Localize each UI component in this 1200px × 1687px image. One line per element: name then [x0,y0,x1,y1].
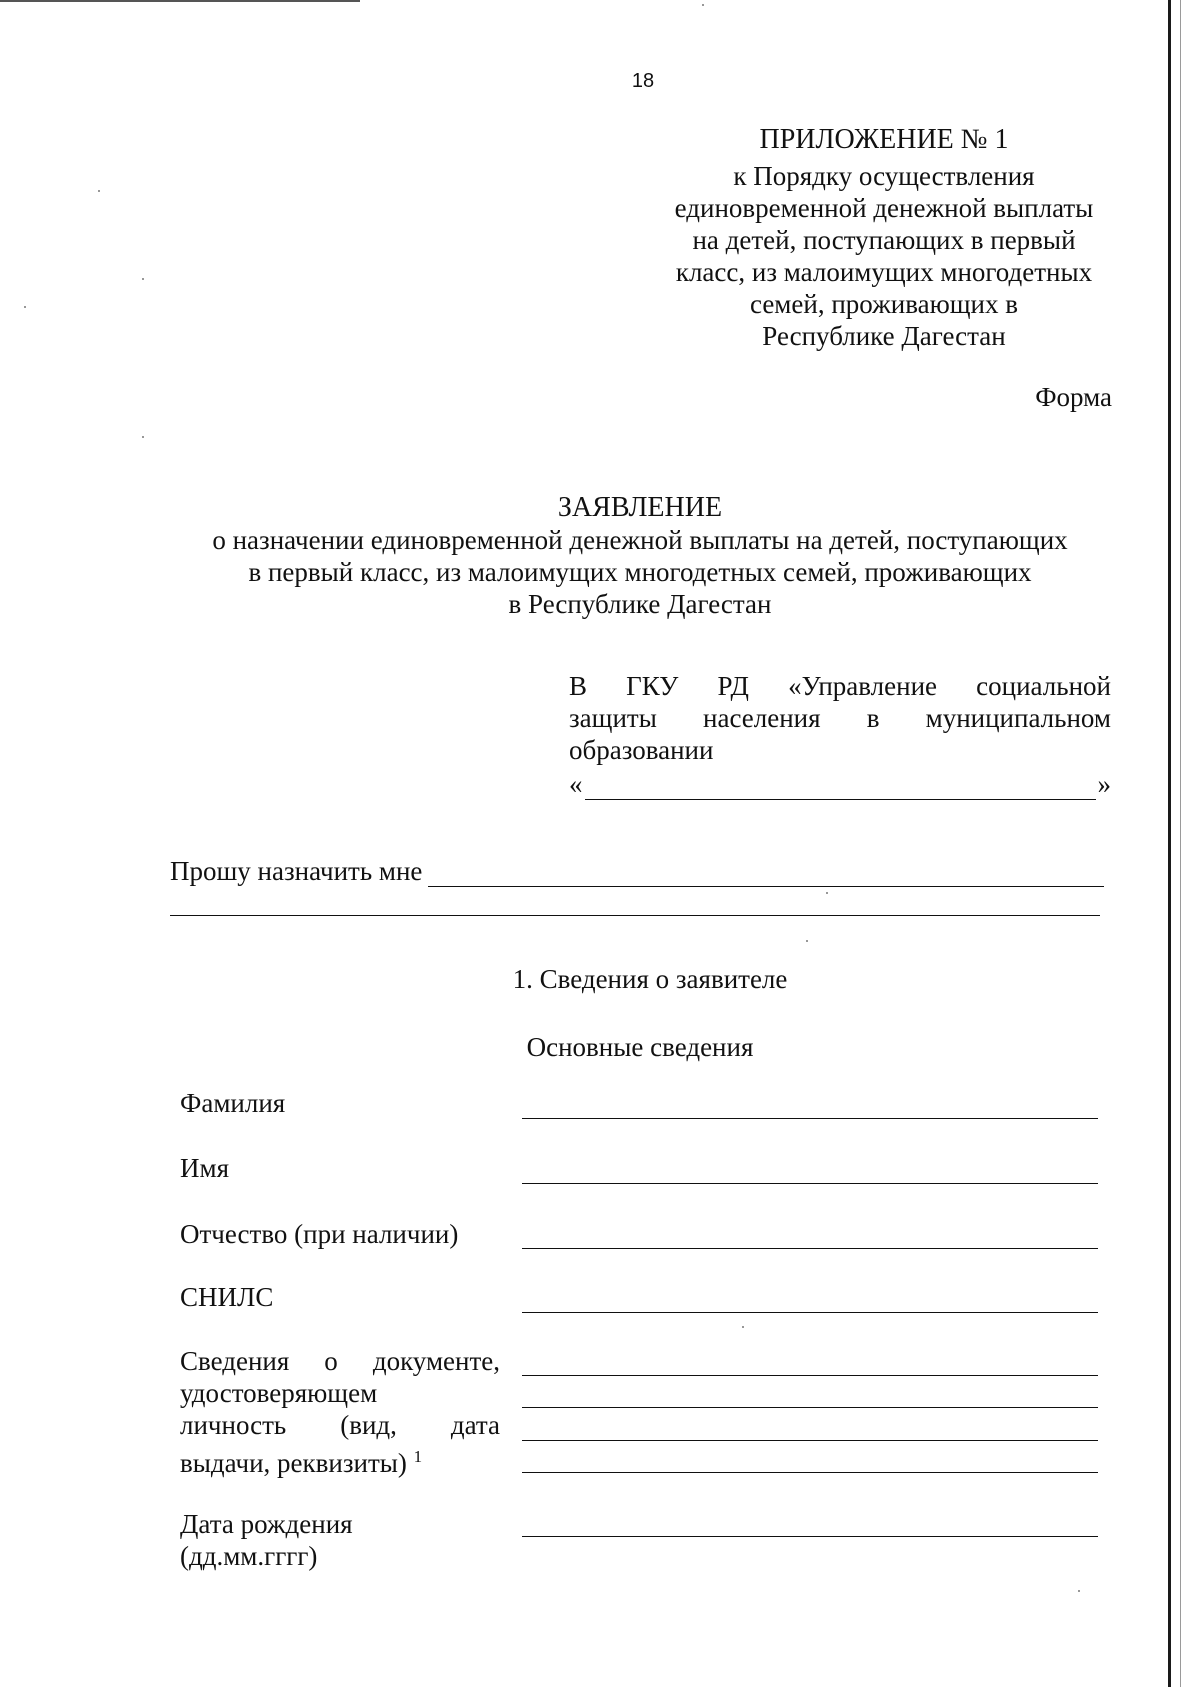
appendix-line: класс, из малоимущих многодетных [675,257,1093,287]
scan-speck [742,1326,744,1328]
patronymic-label: Отчество (при наличии) [180,1219,459,1249]
addressee-word: «Управление [788,671,938,701]
birth-date-label [180,1508,353,1572]
addressee-word: в [866,703,880,733]
appendix-line: на детей, поступающих в первый [692,225,1076,255]
addressee-word: муниципальном [925,703,1111,733]
addressee-word: РД [717,671,749,701]
id-document-field-line-4[interactable] [522,1472,1098,1473]
id-document-label-text: выдачи, реквизиты) [180,1448,407,1478]
first-name-label: Имя [180,1153,230,1183]
footnote-marker: 1 [413,1447,423,1466]
id-document-word: Сведения [180,1346,290,1376]
id-document-field-line-3[interactable] [522,1440,1098,1441]
surname-label: Фамилия [180,1088,286,1118]
id-document-label-line-4 [180,1441,500,1479]
statement-heading [150,492,1130,620]
municipality-blank-line[interactable] [585,773,1096,800]
addressee-word: населения [703,703,821,733]
statement-line: в Республике Дагестан [508,589,772,619]
patronymic-field-line[interactable] [522,1248,1098,1249]
addressee-word: социальной [976,671,1111,701]
addressee-line-2 [569,702,1111,734]
addressee-word: В [569,671,588,701]
scan-edge-right [1168,0,1171,1687]
request-blank-line-2[interactable] [170,914,1100,916]
appendix-line: единовременной денежной выплаты [674,193,1094,223]
snils-label: СНИЛС [180,1282,274,1312]
statement-title: ЗАЯВЛЕНИЕ [557,492,723,523]
scan-speck [24,306,26,308]
request-row [170,856,1104,887]
id-document-field-line-2[interactable] [522,1407,1098,1408]
scan-speck [142,436,144,438]
id-document-field-line-1[interactable] [522,1375,1098,1376]
scan-speck [98,190,100,192]
scan-speck [826,892,828,894]
page-number: 18 [631,70,655,92]
addressee-word: защиты [569,703,657,733]
subsection-title: Основные сведения [526,1032,754,1062]
first-name-field-line[interactable] [522,1183,1098,1184]
surname-field-line[interactable] [522,1118,1098,1119]
id-document-word: о [324,1346,338,1376]
close-quote: » [1097,769,1111,799]
id-document-label-line-2: удостоверяющем [180,1378,378,1408]
id-document-word: личность [180,1410,287,1440]
addressee-line-3: образовании [569,735,714,765]
appendix-line: семей, проживающих в [750,289,1018,319]
addressee-block [569,670,1111,800]
statement-line: о назначении единовременной денежной выплаты на детей, поступающих [212,525,1068,555]
id-document-word: дата [450,1410,500,1440]
appendix-line: Республике Дагестан [762,321,1006,351]
scan-edge-right-thin [1180,0,1181,1687]
snils-field-line[interactable] [522,1312,1098,1313]
section-1-title: 1. Сведения о заявителе [512,964,788,994]
appendix-block [646,124,1122,352]
municipality-field[interactable] [569,768,1111,800]
appendix-title: ПРИЛОЖЕНИЕ № 1 [759,124,1009,155]
birth-date-field-line[interactable] [522,1536,1098,1537]
id-document-word: (вид, [340,1410,397,1440]
addressee-word: ГКУ [626,671,679,701]
request-blank-line[interactable] [428,858,1104,887]
id-document-word: документе, [372,1346,500,1376]
scan-edge-top [0,0,360,2]
open-quote: « [569,769,583,799]
birth-date-label-line-1: Дата рождения [180,1509,353,1539]
addressee-line-1 [569,670,1111,702]
id-document-label-line-1 [180,1345,500,1377]
id-document-label-line-3 [180,1409,500,1441]
id-document-label [180,1345,500,1479]
scan-speck [806,940,808,942]
birth-date-label-line-2: (дд.мм.гггг) [180,1541,318,1571]
scan-speck [1078,1590,1080,1592]
statement-line: в первый класс, из малоимущих многодетных семей, проживающих [248,557,1032,587]
form-label: Форма [1035,382,1112,412]
scan-speck [702,4,704,6]
scan-speck [142,278,144,280]
appendix-line: к Порядку осуществления [733,161,1035,191]
request-label: Прошу назначить мне [170,856,423,886]
